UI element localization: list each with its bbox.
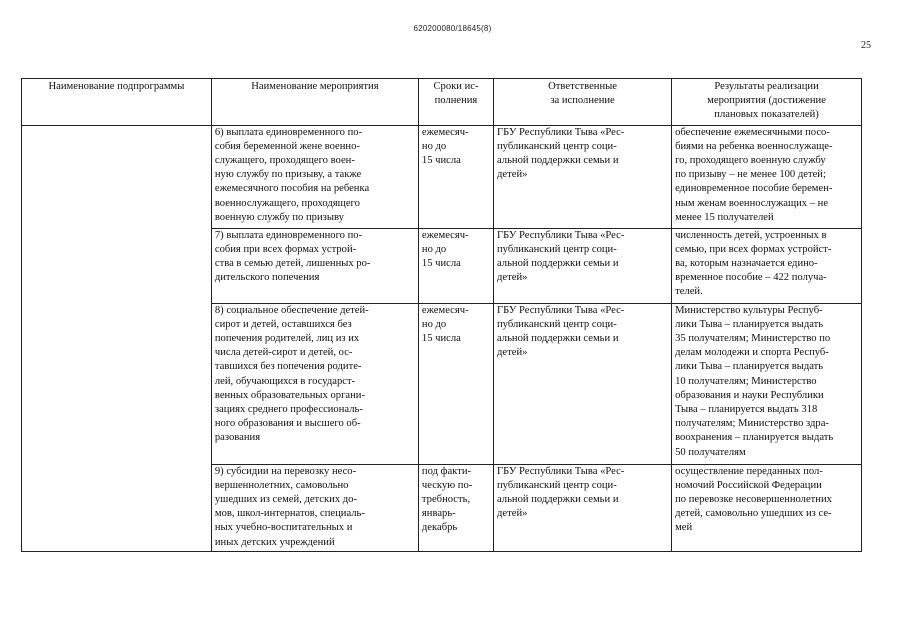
subprogram-cell: [22, 125, 212, 551]
measure-cell: 7) выплата единовременного по- собия при всех формах устрой- ства в семью детей, лишенных ро- дительского попечения: [211, 228, 418, 303]
result-cell: обеспечение ежемесячными посо- биями на ребенка военнослужаще- го, проходящего военную службу по призыву – не менее 100 детей; единовременное пособие беремен- ным женам военнослужащих – не менее 15 получателей: [672, 125, 862, 228]
measures-table: [21, 78, 862, 552]
term-cell: ежемесяч- но до 15 числа: [418, 228, 493, 303]
column-header-responsible: Ответственные за исполнение: [494, 79, 672, 126]
result-cell: Министерство культуры Респуб- лики Тыва – планируется выдать 35 получателям; Министерство по делам молодежи и спорта Респуб- лики Тыва – планируется выдать 10 получателям; Министерство образования и науки Республики Тыва – планируется выдать 318 получателям; Министерство здра- воохранения – планируется выдать 50 получателям: [672, 303, 862, 464]
measure-cell: 6) выплата единовременного по- собия беременной жене военно- служащего, проходящего воен- ную службу по призыву, а также ежемесячного пособия на ребенка военнослужащего, проходящего военную службу по призыву: [211, 125, 418, 228]
document-id: 620200080/18645(8): [413, 24, 492, 33]
responsible-cell: ГБУ Республики Тыва «Рес- публиканский центр соци- альной поддержки семьи и детей»: [494, 303, 672, 464]
responsible-cell: ГБУ Республики Тыва «Рес- публиканский центр соци- альной поддержки семьи и детей»: [494, 228, 672, 303]
measure-cell: 8) социальное обеспечение детей- сирот и детей, оставшихся без попечения родителей, лиц из их числа детей-сирот и детей, ос- тавшихся без попечения родите- лей, обучающихся в государст- венных образовательных органи- зациях среднего профессиональ- ного образования и высшего об- разования: [211, 303, 418, 464]
measure-cell: 9) субсидии на перевозку несо- вершеннолетних, самовольно ушедших из семей, детских до- мов, школ-интернатов, специаль- ных учебно-воспитательных и иных детских учреждений: [211, 464, 418, 551]
responsible-cell: ГБУ Республики Тыва «Рес- публиканский центр соци- альной поддержки семьи и детей»: [494, 125, 672, 228]
table-row: [22, 125, 862, 228]
result-cell: осуществление переданных пол- номочий Российской Федерации по перевозке несовершеннолетних детей, самовольно ушедших из се- мей: [672, 464, 862, 551]
column-header-measure: Наименование мероприятия: [211, 79, 418, 126]
column-header-subprogram: Наименование подпрограммы: [22, 79, 212, 126]
table-header-row: [22, 79, 862, 126]
result-cell: численность детей, устроенных в семью, при всех формах устройст- ва, которым назначается едино- временное пособие – 422 получа- телей.: [672, 228, 862, 303]
term-cell: ежемесяч- но до 15 числа: [418, 303, 493, 464]
term-cell: под факти- ческую по- требность, январь- декабрь: [418, 464, 493, 551]
term-cell: ежемесяч- но до 15 числа: [418, 125, 493, 228]
column-header-result: Результаты реализации мероприятия (достижение плановых показателей): [672, 79, 862, 126]
column-header-term: Сроки ис- полнения: [418, 79, 493, 126]
page-number: 25: [861, 40, 871, 51]
responsible-cell: ГБУ Республики Тыва «Рес- публиканский центр соци- альной поддержки семьи и детей»: [494, 464, 672, 551]
